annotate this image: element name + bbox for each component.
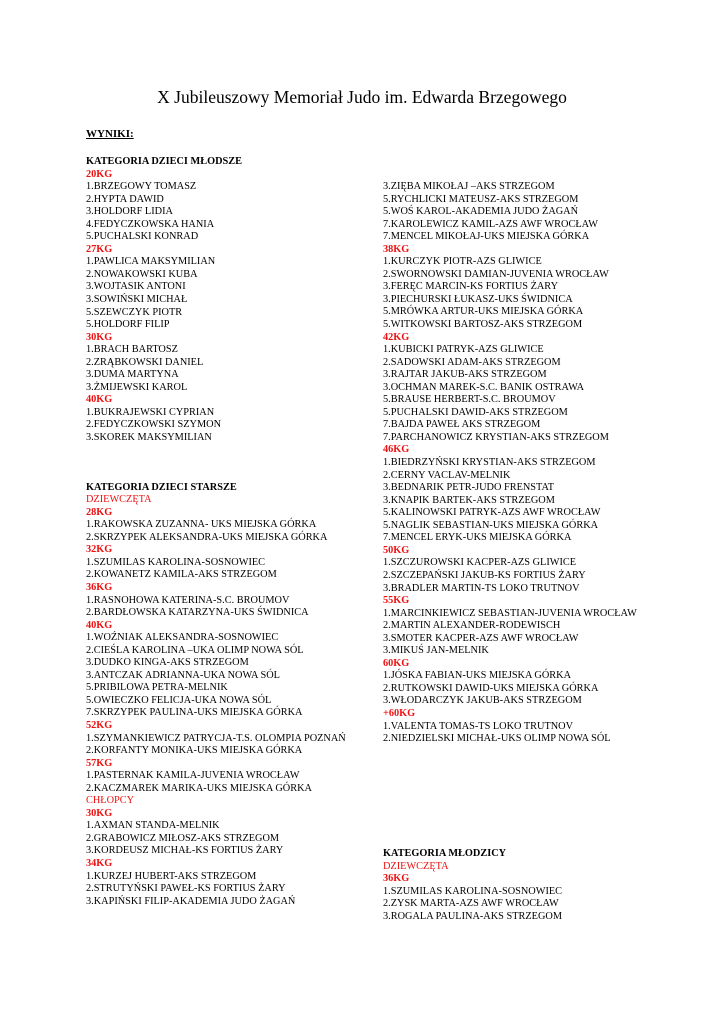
weight-class-label: 55KG	[383, 595, 410, 607]
result-line: 2.RUTKOWSKI DAWID-UKS MIEJSKA GÓRKA	[383, 682, 599, 694]
weight-class-label: 42KG	[383, 331, 410, 343]
result-line: 1.KUBICKI PATRYK-AZS GLIWICE	[383, 344, 544, 356]
result-line: 2.GRABOWICZ MIŁOSZ-AKS STRZEGOM	[86, 832, 280, 844]
weight-class-label: 20KG	[86, 168, 113, 180]
result-line: 2.ZRĄBKOWSKI DANIEL	[86, 356, 204, 368]
weight-class-label: 40KG	[86, 619, 113, 631]
result-line: 2.BARDŁOWSKA KATARZYNA-UKS ŚWIDNICA	[86, 607, 309, 619]
right-column-bottom	[383, 848, 663, 923]
result-line: 3.ZIĘBA MIKOŁAJ –AKS STRZEGOM	[383, 181, 555, 192]
result-line: 5.RYCHLICKI MATEUSZ-AKS STRZEGOM	[383, 193, 579, 205]
category-title: KATEGORIA DZIECI STARSZE	[86, 481, 237, 493]
result-line: 2.ZYSK MARTA-AZS AWF WROCŁAW	[383, 898, 559, 910]
weight-class-label: 36KG	[86, 581, 113, 593]
weight-class-label: +60KG	[383, 707, 416, 719]
weight-class-label: 36KG	[383, 873, 410, 885]
result-line: 2.KOWANETZ KAMILA-AKS STRZEGOM	[86, 569, 277, 581]
result-line: 2.SADOWSKI ADAM-AKS STRZEGOM	[383, 356, 561, 368]
result-line: 3.KAPIŃSKI FILIP-AKADEMIA JUDO ŻAGAŃ	[86, 895, 296, 907]
result-line: 1.RASNOHOWA KATERINA-S.C. BROUMOV	[86, 594, 290, 606]
result-line: 3.ANTCZAK ADRIANNA-UKA NOWA SÓL	[86, 669, 280, 681]
weight-class-label: 52KG	[86, 719, 113, 731]
page-title: X Jubileuszowy Memoriał Judo im. Edwarda Brzegowego	[157, 87, 567, 107]
result-line: 3.PIECHURSKI ŁUKASZ-UKS ŚWIDNICA	[383, 293, 573, 305]
result-line: 3.KNAPIK BARTEK-AKS STRZEGOM	[383, 494, 555, 506]
group-label-boys: CHŁOPCY	[86, 795, 135, 807]
result-line: 7.MENCEL ERYK-UKS MIEJSKA GÓRKA	[383, 532, 572, 544]
result-line: 1.JÓSKA FABIAN-UKS MIEJSKA GÓRKA	[383, 670, 572, 682]
result-line: 1.SZYMANKIEWICZ PATRYCJA-T.S. OLOMPIA POZNAŃ	[86, 732, 346, 744]
result-line: 2.KACZMAREK MARIKA-UKS MIEJSKA GÓRKA	[86, 782, 312, 794]
result-line: 3.BEDNARIK PETR-JUDO FRENSTAT	[383, 482, 555, 494]
result-line: 1.VALENTA TOMAS-TS LOKO TRUTNOV	[383, 720, 574, 732]
result-line: 3.DUDKO KINGA-AKS STRZEGOM	[86, 657, 249, 669]
result-line: 1.SZUMILAS KAROLINA-SOSNOWIEC	[86, 556, 266, 568]
weight-class-label: 38KG	[383, 243, 410, 255]
weight-class-label: 30KG	[86, 331, 113, 343]
result-line: 4.FEDYCZKOWSKA HANIA	[86, 218, 215, 230]
result-line: 5.HOLDORF FILIP	[86, 319, 170, 331]
weight-class-label: 40KG	[86, 394, 113, 406]
result-line: 3.OCHMAN MAREK-S.C. BANIK OSTRAWA	[383, 381, 585, 393]
result-line: 5.SZEWCZYK PIOTR	[86, 306, 183, 318]
result-line: 2.MARTIN ALEXANDER-RODEWISCH	[383, 620, 561, 632]
result-line: 2.NIEDZIELSKI MICHAŁ-UKS OLIMP NOWA SÓL	[383, 733, 611, 745]
weight-class-label: 27KG	[86, 243, 113, 255]
result-line: 7.MENCEL MIKOŁAJ-UKS MIEJSKA GÓRKA	[383, 231, 590, 243]
section-spacer	[86, 445, 356, 482]
result-line: 5.PUCHALSKI KONRAD	[86, 231, 199, 243]
result-line: 5.WITKOWSKI BARTOSZ-AKS STRZEGOM	[383, 319, 583, 331]
result-line: 3.SOWIŃSKI MICHAŁ	[86, 294, 188, 306]
result-line: 7.PARCHANOWICZ KRYSTIAN-AKS STRZEGOM	[383, 431, 609, 443]
category-title: KATEGORIA DZIECI MŁODSZE	[86, 156, 243, 167]
result-line: 1.BRACH BARTOSZ	[86, 344, 178, 356]
result-line: 1.SZCZUROWSKI KACPER-AZS GLIWICE	[383, 557, 577, 569]
result-line: 7.SKRZYPEK PAULINA-UKS MIEJSKA GÓRKA	[86, 707, 303, 719]
result-line: 3.WŁODARCZYK JAKUB-AKS STRZEGOM	[383, 695, 582, 707]
result-line: 1.MARCINKIEWICZ SEBASTIAN-JUVENIA WROCŁAW	[383, 607, 637, 619]
result-line: 2.CIEŚLA KAROLINA –UKA OLIMP NOWA SÓL	[86, 644, 304, 656]
result-line: 2.SWORNOWSKI DAMIAN-JUVENIA WROCŁAW	[383, 268, 609, 280]
result-line: 1.AXMAN STANDA-MELNIK	[86, 820, 220, 832]
result-line: 5.PUCHALSKI DAWID-AKS STRZEGOM	[383, 406, 568, 418]
result-line: 2.FEDYCZKOWSKI SZYMON	[86, 419, 222, 431]
result-line: 2.SZCZEPAŃSKI JAKUB-KS FORTIUS ŻARY	[383, 569, 586, 581]
result-line: 3.KORDEUSZ MICHAŁ-KS FORTIUS ŻARY	[86, 845, 284, 857]
right-column	[383, 181, 663, 746]
result-line: 3.ROGALA PAULINA-AKS STRZEGOM	[383, 910, 562, 922]
weight-class-label: 60KG	[383, 657, 410, 669]
weight-class-label: 34KG	[86, 857, 113, 869]
result-line: 5.NAGLIK SEBASTIAN-UKS MIEJSKA GÓRKA	[383, 519, 599, 531]
result-line: 2.SKRZYPEK ALEKSANDRA-UKS MIEJSKA GÓRKA	[86, 531, 328, 543]
result-line: 3.SKOREK MAKSYMILIAN	[86, 432, 212, 444]
weight-class-label: 50KG	[383, 544, 410, 556]
result-line: 2.STRUTYŃSKI PAWEŁ-KS FORTIUS ŻARY	[86, 883, 286, 895]
result-line: 1.PASTERNAK KAMILA-JUVENIA WROCŁAW	[86, 770, 300, 782]
result-line: 1.SZUMILAS KAROLINA-SOSNOWIEC	[383, 885, 563, 897]
result-line: 1.RAKOWSKA ZUZANNA- UKS MIEJSKA GÓRKA	[86, 519, 317, 531]
result-line: 3.WOJTASIK ANTONI	[86, 281, 186, 293]
weight-class-label: 46KG	[383, 444, 410, 456]
result-line: 3.SMOTER KACPER-AZS AWF WROCŁAW	[383, 632, 579, 644]
weight-class-label: 30KG	[86, 807, 113, 819]
result-line: 5.PRIBILOWA PETRA-MELNIK	[86, 682, 228, 694]
result-line: 3.DUMA MARTYNA	[86, 369, 179, 381]
left-column	[86, 156, 356, 908]
result-line: 1.KURZEJ HUBERT-AKS STRZEGOM	[86, 870, 257, 882]
result-line: 2.CERNY VACLAV-MELNIK	[383, 469, 511, 481]
result-line: 1.PAWLICA MAKSYMILIAN	[86, 256, 216, 268]
result-line: 1.BIEDRZYŃSKI KRYSTIAN-AKS STRZEGOM	[383, 457, 596, 469]
weight-class-label: 57KG	[86, 757, 113, 769]
result-line: 1.KURCZYK PIOTR-AZS GLIWICE	[383, 256, 542, 268]
result-line: 2.HYPTA DAWID	[86, 193, 164, 205]
result-line: 5.BRAUSE HERBERT-S.C. BROUMOV	[383, 394, 556, 406]
category-title: KATEGORIA MŁODZICY	[383, 848, 507, 859]
result-line: 3.HOLDORF LIDIA	[86, 206, 173, 218]
weight-class-label: 32KG	[86, 544, 113, 556]
result-line: 1.BRZEGOWY TOMASZ	[86, 181, 197, 193]
result-line: 3.RAJTAR JAKUB-AKS STRZEGOM	[383, 369, 547, 381]
group-label-girls: DZIEWCZĘTA	[86, 494, 152, 506]
result-line: 3.FERĘC MARCIN-KS FORTIUS ŻARY	[383, 281, 559, 293]
result-line: 5.WOŚ KAROL-AKADEMIA JUDO ŻAGAŃ	[383, 206, 579, 218]
result-line: 1.BUKRAJEWSKI CYPRIAN	[86, 406, 215, 418]
result-line: 1.WOŹNIAK ALEKSANDRA-SOSNOWIEC	[86, 632, 279, 644]
results-heading: WYNIKI:	[86, 128, 134, 140]
result-line: 5.OWIECZKO FELICJA-UKA NOWA SÓL	[86, 694, 272, 706]
weight-class-label: 28KG	[86, 506, 113, 518]
result-line: 3.ŻMIJEWSKI KAROL	[86, 381, 188, 393]
result-line: 7.BAJDA PAWEŁ AKS STRZEGOM	[383, 419, 541, 431]
group-label-girls: DZIEWCZĘTA	[383, 860, 449, 872]
result-line: 2.NOWAKOWSKI KUBA	[86, 268, 198, 280]
result-line: 2.KORFANTY MONIKA-UKS MIEJSKA GÓRKA	[86, 745, 303, 757]
result-line: 7.KAROLEWICZ KAMIL-AZS AWF WROCŁAW	[383, 218, 598, 230]
result-line: 5.MRÓWKA ARTUR-UKS MIEJSKA GÓRKA	[383, 306, 584, 318]
result-line: 3.BRADLER MARTIN-TS LOKO TRUTNOV	[383, 582, 580, 594]
result-line: 3.MIKUŚ JAN-MELNIK	[383, 645, 489, 657]
result-line: 5.KALINOWSKI PATRYK-AZS AWF WROCŁAW	[383, 507, 601, 519]
